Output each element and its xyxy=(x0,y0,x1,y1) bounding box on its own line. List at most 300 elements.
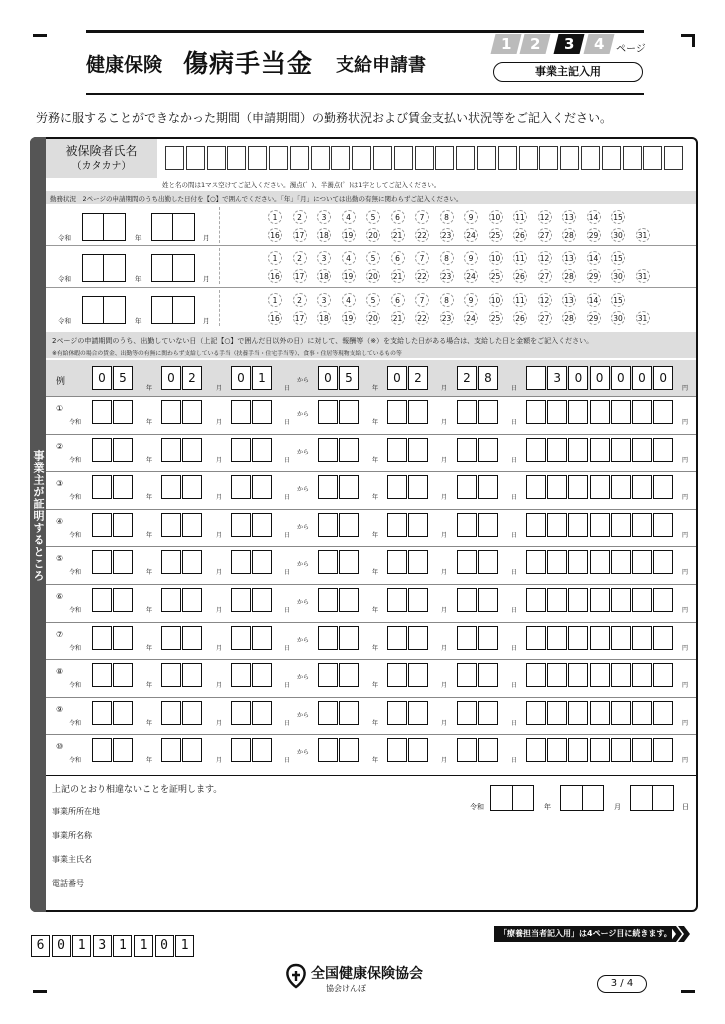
pay-amount-cell[interactable] xyxy=(653,550,673,574)
day-circle[interactable]: 13 xyxy=(562,293,576,307)
pay-digit-cell[interactable] xyxy=(161,438,181,462)
day-circle[interactable]: 9 xyxy=(464,251,478,265)
pay-digit-cell[interactable] xyxy=(252,475,272,499)
pay-digit-cell[interactable] xyxy=(478,626,498,650)
pay-digit-cell[interactable] xyxy=(231,550,251,574)
pay-digit-cell[interactable]: 2 xyxy=(408,366,428,390)
pay-digit-cell[interactable] xyxy=(387,400,407,424)
pay-digit-cell[interactable]: 5 xyxy=(113,366,133,390)
pay-digit-cell[interactable] xyxy=(252,626,272,650)
pay-digit-cell[interactable] xyxy=(457,738,477,762)
name-cell[interactable] xyxy=(311,146,330,170)
pay-digit-cell[interactable] xyxy=(387,475,407,499)
day-circle[interactable]: 22 xyxy=(415,228,429,242)
pay-digit-cell[interactable] xyxy=(182,663,202,687)
pay-digit-cell[interactable] xyxy=(408,400,428,424)
day-circle[interactable]: 18 xyxy=(317,228,331,242)
pay-amount-cell[interactable] xyxy=(526,513,546,537)
day-circle[interactable]: 23 xyxy=(440,228,454,242)
pay-digit-cell[interactable] xyxy=(161,701,181,725)
pay-amount-cell[interactable] xyxy=(526,701,546,725)
pay-amount-cell[interactable] xyxy=(547,663,567,687)
day-circle[interactable]: 20 xyxy=(366,311,380,325)
pay-amount-cell[interactable] xyxy=(590,701,610,725)
pay-digit-cell[interactable] xyxy=(231,738,251,762)
day-circle[interactable]: 13 xyxy=(562,210,576,224)
day-circle[interactable]: 25 xyxy=(489,311,503,325)
work-month-box[interactable] xyxy=(151,254,195,282)
pay-digit-cell[interactable] xyxy=(339,663,359,687)
pay-amount-cell[interactable] xyxy=(653,701,673,725)
pay-digit-cell[interactable] xyxy=(408,550,428,574)
pay-digit-cell[interactable] xyxy=(478,550,498,574)
pay-amount-cell[interactable] xyxy=(590,513,610,537)
day-circle[interactable]: 27 xyxy=(538,228,552,242)
pay-digit-cell[interactable] xyxy=(387,738,407,762)
name-cell[interactable] xyxy=(373,146,392,170)
pay-digit-cell[interactable] xyxy=(318,513,338,537)
pay-amount-cell[interactable] xyxy=(526,366,546,390)
pay-digit-cell[interactable] xyxy=(478,738,498,762)
pay-digit-cell[interactable] xyxy=(339,513,359,537)
pay-digit-cell[interactable] xyxy=(182,701,202,725)
pay-digit-cell[interactable] xyxy=(478,438,498,462)
day-circle[interactable]: 17 xyxy=(293,269,307,283)
pay-digit-cell[interactable] xyxy=(92,626,112,650)
pay-digit-cell[interactable] xyxy=(113,701,133,725)
name-cell[interactable] xyxy=(623,146,642,170)
pay-amount-cell[interactable] xyxy=(590,738,610,762)
pay-amount-cell[interactable] xyxy=(611,550,631,574)
pay-amount-cell[interactable] xyxy=(547,701,567,725)
day-circle[interactable]: 31 xyxy=(636,269,650,283)
day-circle[interactable]: 10 xyxy=(489,210,503,224)
pay-amount-cell[interactable] xyxy=(547,438,567,462)
name-cell[interactable] xyxy=(539,146,558,170)
day-circle[interactable]: 31 xyxy=(636,228,650,242)
pay-amount-cell[interactable]: 0 xyxy=(653,366,673,390)
pay-digit-cell[interactable] xyxy=(457,663,477,687)
pay-digit-cell[interactable] xyxy=(182,513,202,537)
pay-digit-cell[interactable] xyxy=(408,513,428,537)
day-circle[interactable]: 28 xyxy=(562,311,576,325)
day-circle[interactable]: 5 xyxy=(366,251,380,265)
pay-amount-cell[interactable] xyxy=(590,626,610,650)
pay-digit-cell[interactable] xyxy=(387,663,407,687)
day-circle[interactable]: 9 xyxy=(464,210,478,224)
pay-amount-cell[interactable] xyxy=(653,588,673,612)
work-month-box[interactable] xyxy=(151,213,195,241)
pay-digit-cell[interactable] xyxy=(408,626,428,650)
name-cell[interactable] xyxy=(394,146,413,170)
pay-digit-cell[interactable] xyxy=(318,588,338,612)
pay-amount-cell[interactable] xyxy=(568,701,588,725)
pay-digit-cell[interactable] xyxy=(182,588,202,612)
pay-amount-cell[interactable] xyxy=(568,588,588,612)
pay-amount-cell[interactable] xyxy=(590,438,610,462)
pay-digit-cell[interactable] xyxy=(92,475,112,499)
pay-digit-cell[interactable] xyxy=(231,626,251,650)
pay-amount-cell[interactable]: 3 xyxy=(547,366,567,390)
pay-digit-cell[interactable]: 0 xyxy=(318,366,338,390)
day-circle[interactable]: 7 xyxy=(415,210,429,224)
name-cell[interactable] xyxy=(165,146,184,170)
pay-digit-cell[interactable]: 0 xyxy=(161,366,181,390)
day-circle[interactable]: 13 xyxy=(562,251,576,265)
pay-digit-cell[interactable] xyxy=(92,663,112,687)
day-circle[interactable]: 1 xyxy=(268,293,282,307)
day-circle[interactable]: 4 xyxy=(342,251,356,265)
pay-amount-cell[interactable] xyxy=(632,588,652,612)
pay-amount-cell[interactable]: 0 xyxy=(632,366,652,390)
name-cell[interactable] xyxy=(602,146,621,170)
pay-amount-cell[interactable] xyxy=(611,513,631,537)
pay-digit-cell[interactable] xyxy=(408,475,428,499)
day-circle[interactable]: 29 xyxy=(587,269,601,283)
day-circle[interactable]: 31 xyxy=(636,311,650,325)
name-cell[interactable] xyxy=(435,146,454,170)
pay-digit-cell[interactable] xyxy=(92,513,112,537)
pay-amount-cell[interactable] xyxy=(653,400,673,424)
pay-digit-cell[interactable]: 1 xyxy=(252,366,272,390)
pay-digit-cell[interactable] xyxy=(478,663,498,687)
pay-amount-cell[interactable] xyxy=(568,400,588,424)
pay-digit-cell[interactable] xyxy=(231,663,251,687)
pay-amount-cell[interactable] xyxy=(590,400,610,424)
pay-digit-cell[interactable] xyxy=(408,438,428,462)
pay-amount-cell[interactable] xyxy=(611,588,631,612)
day-circle[interactable]: 26 xyxy=(513,311,527,325)
day-circle[interactable]: 1 xyxy=(268,251,282,265)
pay-digit-cell[interactable] xyxy=(318,701,338,725)
day-circle[interactable]: 25 xyxy=(489,269,503,283)
day-circle[interactable]: 18 xyxy=(317,311,331,325)
pay-digit-cell[interactable] xyxy=(457,701,477,725)
pay-amount-cell[interactable] xyxy=(526,475,546,499)
pay-amount-cell[interactable] xyxy=(568,438,588,462)
pay-digit-cell[interactable] xyxy=(231,588,251,612)
pay-amount-cell[interactable] xyxy=(611,626,631,650)
day-circle[interactable]: 22 xyxy=(415,269,429,283)
pay-digit-cell[interactable] xyxy=(252,438,272,462)
pay-digit-cell[interactable] xyxy=(387,626,407,650)
pay-digit-cell[interactable] xyxy=(92,438,112,462)
pay-amount-cell[interactable] xyxy=(632,475,652,499)
name-cell[interactable] xyxy=(643,146,662,170)
pay-digit-cell[interactable] xyxy=(339,475,359,499)
pay-amount-cell[interactable] xyxy=(632,663,652,687)
pay-digit-cell[interactable] xyxy=(408,738,428,762)
pay-digit-cell[interactable] xyxy=(182,626,202,650)
name-cell[interactable] xyxy=(352,146,371,170)
pay-digit-cell[interactable] xyxy=(161,475,181,499)
pay-digit-cell[interactable] xyxy=(339,400,359,424)
pay-amount-cell[interactable] xyxy=(547,626,567,650)
day-circle[interactable]: 11 xyxy=(513,210,527,224)
pay-digit-cell[interactable] xyxy=(161,738,181,762)
day-circle[interactable]: 15 xyxy=(611,251,625,265)
day-circle[interactable]: 15 xyxy=(611,210,625,224)
pay-amount-cell[interactable] xyxy=(653,513,673,537)
pay-digit-cell[interactable] xyxy=(182,438,202,462)
pay-digit-cell[interactable] xyxy=(231,400,251,424)
pay-digit-cell[interactable] xyxy=(318,438,338,462)
pay-digit-cell[interactable] xyxy=(113,738,133,762)
pay-amount-cell[interactable] xyxy=(653,475,673,499)
name-cell[interactable] xyxy=(519,146,538,170)
pay-amount-cell[interactable] xyxy=(568,663,588,687)
pay-digit-cell[interactable] xyxy=(339,550,359,574)
pay-digit-cell[interactable] xyxy=(161,550,181,574)
pay-digit-cell[interactable] xyxy=(318,663,338,687)
pay-digit-cell[interactable] xyxy=(457,475,477,499)
name-cell[interactable] xyxy=(477,146,496,170)
day-circle[interactable]: 22 xyxy=(415,311,429,325)
day-circle[interactable]: 28 xyxy=(562,228,576,242)
pay-digit-cell[interactable] xyxy=(387,701,407,725)
pay-amount-cell[interactable] xyxy=(632,626,652,650)
pay-digit-cell[interactable] xyxy=(408,663,428,687)
day-circle[interactable]: 10 xyxy=(489,251,503,265)
day-circle[interactable]: 14 xyxy=(587,251,601,265)
day-circle[interactable]: 30 xyxy=(611,228,625,242)
day-circle[interactable]: 27 xyxy=(538,269,552,283)
pay-digit-cell[interactable] xyxy=(182,475,202,499)
pay-digit-cell[interactable] xyxy=(113,626,133,650)
day-circle[interactable]: 23 xyxy=(440,269,454,283)
work-year-box[interactable] xyxy=(82,296,126,324)
pay-amount-cell[interactable]: 0 xyxy=(611,366,631,390)
pay-digit-cell[interactable] xyxy=(161,588,181,612)
day-circle[interactable]: 16 xyxy=(268,269,282,283)
day-circle[interactable]: 3 xyxy=(317,293,331,307)
day-circle[interactable]: 2 xyxy=(293,251,307,265)
name-cell[interactable] xyxy=(498,146,517,170)
pay-amount-cell[interactable] xyxy=(526,663,546,687)
pay-digit-cell[interactable] xyxy=(92,588,112,612)
day-circle[interactable]: 17 xyxy=(293,311,307,325)
pay-amount-cell[interactable] xyxy=(611,438,631,462)
pay-amount-cell[interactable]: 0 xyxy=(590,366,610,390)
name-cell[interactable] xyxy=(248,146,267,170)
pay-amount-cell[interactable] xyxy=(526,626,546,650)
pay-digit-cell[interactable] xyxy=(457,513,477,537)
pay-digit-cell[interactable] xyxy=(478,475,498,499)
name-cell[interactable] xyxy=(186,146,205,170)
pay-amount-cell[interactable] xyxy=(526,438,546,462)
pay-amount-cell[interactable] xyxy=(590,550,610,574)
name-cell[interactable] xyxy=(456,146,475,170)
day-circle[interactable]: 23 xyxy=(440,311,454,325)
pay-digit-cell[interactable] xyxy=(231,513,251,537)
day-circle[interactable]: 28 xyxy=(562,269,576,283)
pay-digit-cell[interactable] xyxy=(318,626,338,650)
day-circle[interactable]: 21 xyxy=(391,228,405,242)
name-cell[interactable] xyxy=(290,146,309,170)
name-cell[interactable] xyxy=(415,146,434,170)
pay-amount-cell[interactable] xyxy=(547,550,567,574)
pay-amount-cell[interactable] xyxy=(632,550,652,574)
day-circle[interactable]: 6 xyxy=(391,210,405,224)
pay-digit-cell[interactable] xyxy=(408,588,428,612)
pay-digit-cell[interactable] xyxy=(339,701,359,725)
pay-digit-cell[interactable] xyxy=(113,513,133,537)
pay-amount-cell[interactable] xyxy=(547,513,567,537)
day-circle[interactable]: 24 xyxy=(464,228,478,242)
pay-amount-cell[interactable] xyxy=(611,738,631,762)
day-circle[interactable]: 26 xyxy=(513,269,527,283)
day-circle[interactable]: 2 xyxy=(293,293,307,307)
pay-digit-cell[interactable] xyxy=(252,400,272,424)
pay-digit-cell[interactable] xyxy=(113,475,133,499)
pay-amount-cell[interactable] xyxy=(611,701,631,725)
day-circle[interactable]: 5 xyxy=(366,210,380,224)
pay-digit-cell[interactable] xyxy=(318,738,338,762)
day-circle[interactable]: 9 xyxy=(464,293,478,307)
day-circle[interactable]: 19 xyxy=(342,269,356,283)
name-cell[interactable] xyxy=(664,146,683,170)
pay-digit-cell[interactable] xyxy=(339,588,359,612)
pay-amount-cell[interactable] xyxy=(568,626,588,650)
work-month-box[interactable] xyxy=(151,296,195,324)
pay-digit-cell[interactable] xyxy=(318,475,338,499)
day-circle[interactable]: 25 xyxy=(489,228,503,242)
pay-digit-cell[interactable] xyxy=(252,588,272,612)
pay-digit-cell[interactable] xyxy=(457,588,477,612)
day-circle[interactable]: 18 xyxy=(317,269,331,283)
day-circle[interactable]: 3 xyxy=(317,251,331,265)
pay-amount-cell[interactable] xyxy=(611,475,631,499)
name-cell[interactable] xyxy=(581,146,600,170)
pay-digit-cell[interactable] xyxy=(161,400,181,424)
pay-digit-cell[interactable] xyxy=(161,663,181,687)
day-circle[interactable]: 7 xyxy=(415,251,429,265)
name-cell[interactable] xyxy=(560,146,579,170)
day-circle[interactable]: 24 xyxy=(464,269,478,283)
pay-digit-cell[interactable] xyxy=(113,438,133,462)
day-circle[interactable]: 20 xyxy=(366,269,380,283)
pay-amount-cell[interactable] xyxy=(632,738,652,762)
pay-digit-cell[interactable] xyxy=(478,400,498,424)
pay-digit-cell[interactable]: 0 xyxy=(387,366,407,390)
day-circle[interactable]: 21 xyxy=(391,269,405,283)
day-circle[interactable]: 15 xyxy=(611,293,625,307)
pay-digit-cell[interactable] xyxy=(478,588,498,612)
pay-digit-cell[interactable] xyxy=(252,663,272,687)
pay-digit-cell[interactable]: 2 xyxy=(182,366,202,390)
pay-digit-cell[interactable] xyxy=(252,513,272,537)
pay-digit-cell[interactable] xyxy=(457,550,477,574)
day-circle[interactable]: 6 xyxy=(391,251,405,265)
name-cell[interactable] xyxy=(227,146,246,170)
work-year-box[interactable] xyxy=(82,213,126,241)
pay-amount-cell[interactable] xyxy=(653,438,673,462)
pay-digit-cell[interactable]: 5 xyxy=(339,366,359,390)
pay-amount-cell[interactable] xyxy=(526,550,546,574)
pay-digit-cell[interactable] xyxy=(182,550,202,574)
day-circle[interactable]: 30 xyxy=(611,311,625,325)
pay-amount-cell[interactable] xyxy=(632,513,652,537)
pay-amount-cell[interactable] xyxy=(653,663,673,687)
pay-digit-cell[interactable] xyxy=(92,400,112,424)
day-circle[interactable]: 12 xyxy=(538,251,552,265)
day-circle[interactable]: 17 xyxy=(293,228,307,242)
day-circle[interactable]: 8 xyxy=(440,293,454,307)
pay-digit-cell[interactable] xyxy=(408,701,428,725)
day-circle[interactable]: 19 xyxy=(342,311,356,325)
pay-digit-cell[interactable] xyxy=(113,588,133,612)
day-circle[interactable]: 8 xyxy=(440,210,454,224)
pay-amount-cell[interactable] xyxy=(632,701,652,725)
name-cell[interactable] xyxy=(331,146,350,170)
day-circle[interactable]: 29 xyxy=(587,228,601,242)
name-cell[interactable] xyxy=(207,146,226,170)
day-circle[interactable]: 21 xyxy=(391,311,405,325)
day-circle[interactable]: 14 xyxy=(587,210,601,224)
pay-amount-cell[interactable] xyxy=(547,738,567,762)
pay-digit-cell[interactable] xyxy=(161,626,181,650)
pay-digit-cell[interactable] xyxy=(231,438,251,462)
pay-digit-cell[interactable] xyxy=(161,513,181,537)
pay-amount-cell[interactable] xyxy=(526,588,546,612)
pay-digit-cell[interactable] xyxy=(231,701,251,725)
pay-digit-cell[interactable] xyxy=(387,588,407,612)
pay-digit-cell[interactable] xyxy=(252,738,272,762)
day-circle[interactable]: 5 xyxy=(366,293,380,307)
pay-digit-cell[interactable] xyxy=(339,438,359,462)
pay-digit-cell[interactable]: 0 xyxy=(92,366,112,390)
day-circle[interactable]: 4 xyxy=(342,293,356,307)
day-circle[interactable]: 12 xyxy=(538,210,552,224)
day-circle[interactable]: 12 xyxy=(538,293,552,307)
pay-digit-cell[interactable] xyxy=(478,701,498,725)
pay-digit-cell[interactable] xyxy=(339,738,359,762)
pay-amount-cell[interactable] xyxy=(568,550,588,574)
day-circle[interactable]: 29 xyxy=(587,311,601,325)
pay-amount-cell[interactable] xyxy=(590,475,610,499)
day-circle[interactable]: 16 xyxy=(268,228,282,242)
pay-amount-cell[interactable] xyxy=(632,400,652,424)
pay-digit-cell[interactable] xyxy=(231,475,251,499)
pay-amount-cell[interactable] xyxy=(568,475,588,499)
day-circle[interactable]: 4 xyxy=(342,210,356,224)
pay-digit-cell[interactable] xyxy=(182,738,202,762)
pay-digit-cell[interactable]: 0 xyxy=(231,366,251,390)
pay-digit-cell[interactable]: 2 xyxy=(457,366,477,390)
pay-amount-cell[interactable] xyxy=(526,738,546,762)
day-circle[interactable]: 8 xyxy=(440,251,454,265)
day-circle[interactable]: 7 xyxy=(415,293,429,307)
pay-digit-cell[interactable] xyxy=(182,400,202,424)
work-year-box[interactable] xyxy=(82,254,126,282)
pay-amount-cell[interactable] xyxy=(590,588,610,612)
pay-digit-cell[interactable] xyxy=(252,701,272,725)
pay-amount-cell[interactable] xyxy=(632,438,652,462)
pay-digit-cell[interactable] xyxy=(457,626,477,650)
pay-digit-cell[interactable] xyxy=(113,663,133,687)
day-circle[interactable]: 10 xyxy=(489,293,503,307)
day-circle[interactable]: 20 xyxy=(366,228,380,242)
day-circle[interactable]: 1 xyxy=(268,210,282,224)
pay-digit-cell[interactable] xyxy=(318,400,338,424)
pay-amount-cell[interactable] xyxy=(611,400,631,424)
pay-amount-cell[interactable] xyxy=(547,475,567,499)
day-circle[interactable]: 16 xyxy=(268,311,282,325)
pay-digit-cell[interactable] xyxy=(457,400,477,424)
pay-digit-cell[interactable] xyxy=(113,400,133,424)
pay-amount-cell[interactable] xyxy=(653,738,673,762)
day-circle[interactable]: 14 xyxy=(587,293,601,307)
